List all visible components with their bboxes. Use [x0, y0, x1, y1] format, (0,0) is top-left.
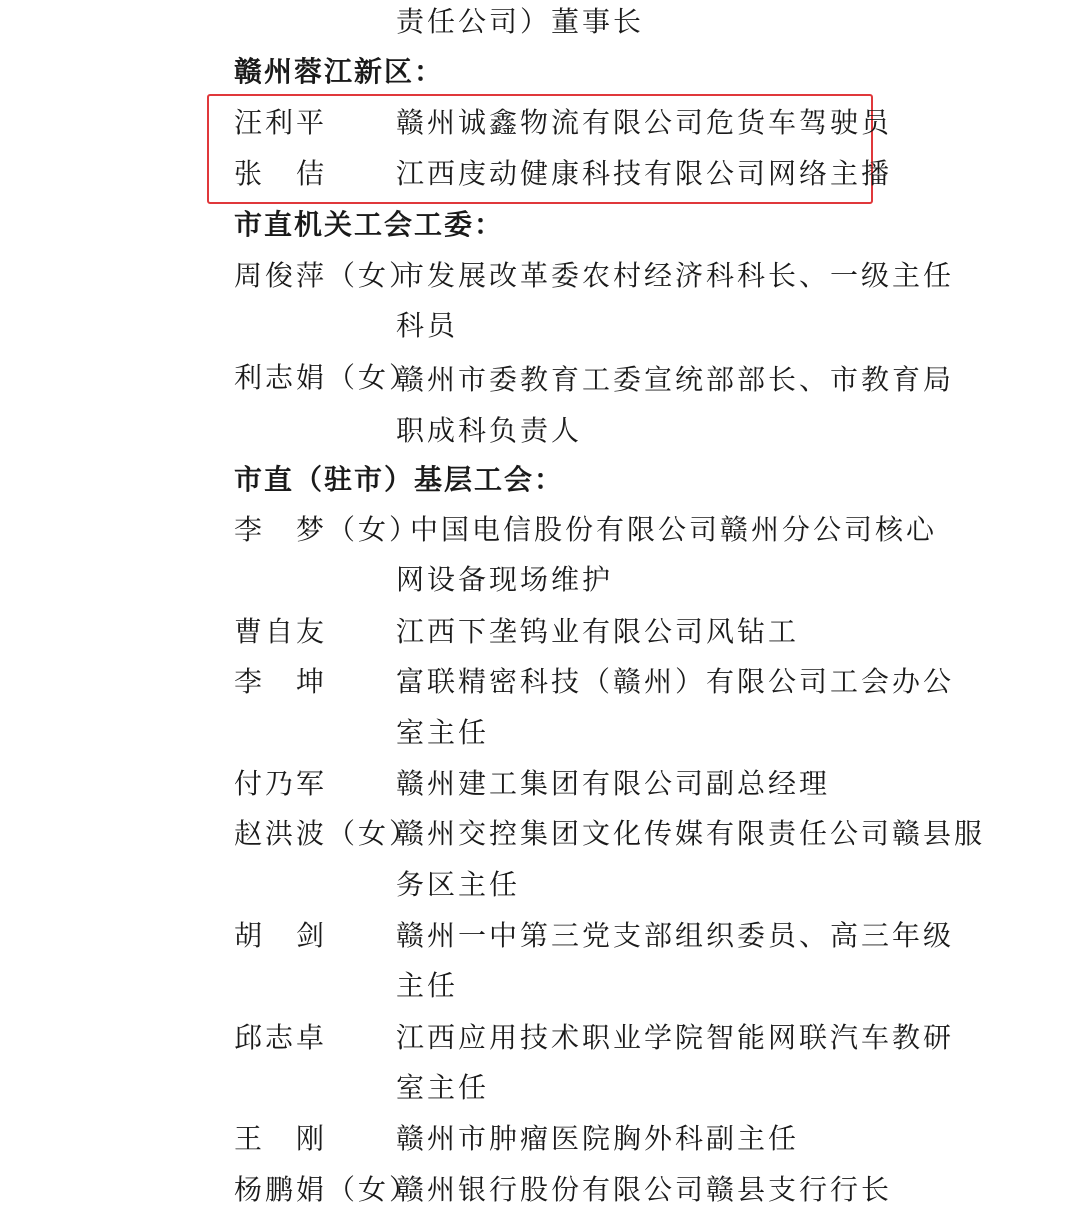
entry-desc: 江西应用技术职业学院智能网联汽车教研 — [396, 1021, 955, 1054]
entry-name: 赵洪波（女） — [234, 817, 421, 850]
entry-name: 利志娟（女） — [234, 361, 421, 394]
entry-name: 曹自友 — [234, 615, 328, 648]
entry-name: 李 梦（女） — [234, 513, 421, 546]
entry-desc: 江西下垄钨业有限公司风钻工 — [396, 615, 800, 648]
entry-desc-cont: 室主任 — [396, 1071, 490, 1104]
section-title-rongjiang: 赣州蓉江新区： — [234, 55, 445, 88]
continuation-text: 责任公司）董事长 — [396, 5, 645, 38]
entry-desc: 赣州市委教育工委宣统部部长、市教育局 — [396, 363, 955, 396]
entry-desc-cont: 主任 — [396, 969, 459, 1002]
entry-desc: 赣州市肿瘤医院胸外科副主任 — [396, 1122, 800, 1155]
entry-name: 杨鹏娟（女） — [234, 1173, 421, 1206]
entry-name: 邱志卓 — [234, 1021, 328, 1054]
entry-desc: 富联精密科技（赣州）有限公司工会办公 — [396, 665, 955, 698]
entry-desc-cont: 网设备现场维护 — [396, 563, 614, 596]
entry-desc: 赣州一中第三党支部组织委员、高三年级 — [396, 919, 955, 952]
entry-desc: 市发展改革委农村经济科科长、一级主任 — [396, 259, 955, 292]
entry-name: 王 刚 — [234, 1122, 328, 1155]
entry-desc: 赣州诚鑫物流有限公司危货车驾驶员 — [396, 106, 893, 139]
section-title-municipal-grassroots: 市直（驻市）基层工会： — [234, 463, 565, 496]
entry-name: 李 坤 — [234, 665, 328, 698]
entry-name: 付乃军 — [234, 767, 328, 800]
entry-desc-cont: 室主任 — [396, 716, 490, 749]
entry-desc: 中国电信股份有限公司赣州分公司核心 — [410, 513, 938, 546]
entry-desc: 江西庋动健康科技有限公司网络主播 — [396, 157, 893, 190]
entry-desc-cont: 职成科负责人 — [396, 414, 583, 447]
entry-desc: 赣州建工集团有限公司副总经理 — [396, 767, 831, 800]
entry-name: 周俊萍（女） — [234, 259, 421, 292]
entry-desc-cont: 科员 — [396, 309, 459, 342]
entry-desc: 赣州银行股份有限公司赣县支行行长 — [396, 1173, 893, 1206]
entry-name: 胡 剑 — [234, 919, 328, 952]
entry-name: 张 佶 — [234, 157, 328, 190]
entry-desc-cont: 务区主任 — [396, 868, 521, 901]
entry-name: 汪利平 — [234, 106, 328, 139]
entry-desc: 赣州交控集团文化传媒有限责任公司赣县服 — [396, 817, 986, 850]
section-title-municipal-organs: 市直机关工会工委： — [234, 208, 505, 241]
